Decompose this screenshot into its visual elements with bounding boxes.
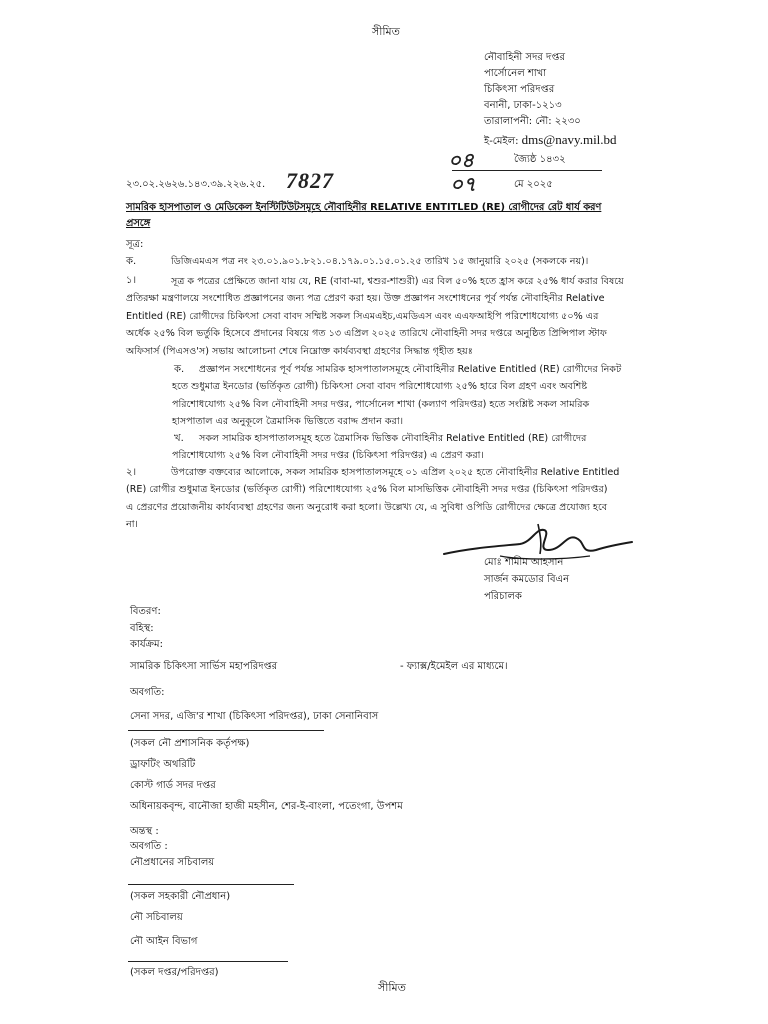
divider-line <box>128 961 288 962</box>
final-item: নৌ আইন বিভাগ <box>130 936 198 947</box>
address-line: চিকিৎসা পরিদপ্তর <box>484 84 555 95</box>
internal-footer-2: (সকল দপ্তর/পরিদপ্তর) <box>130 967 219 978</box>
handwritten-day-1: ০৪ <box>448 150 474 172</box>
classification-bottom: সীমিত <box>378 981 406 994</box>
action-recipient: সামরিক চিকিৎসা সার্ভিস মহাপরিদপ্তর <box>130 661 278 672</box>
paragraph-line: সূত্র ক পত্রের প্রেক্ষিতে জানা যায় যে, RE (বাবা-মা, শ্বশুর-শাশুরী) এর বিল ৫০% হতে হ্রাস করে ২৫% ধার্য করার বিষয়ে <box>171 276 624 287</box>
internal-item: নৌপ্রধানের সচিবালয় <box>130 857 215 868</box>
distribution-label: বিতরণ: <box>130 606 161 617</box>
signatory-title: পরিচালক <box>484 591 522 602</box>
item-b-label: খ. <box>174 433 184 444</box>
info-footer: (সকল নৌ প্রশাসনিক কর্তৃপক্ষ) <box>130 738 250 749</box>
paragraph-line: পরিশোধযোগ্য ২৫% বিল নৌবাহিনী সদর দপ্তর, পার্সোনেল শাখা (কল্যাণ পরিদপ্তর) হতে সংশ্লিষ্ট সকল সামরিক <box>172 398 590 410</box>
paragraph-line: না। <box>126 519 138 531</box>
paragraph-line: অর্ধেক ২৫% বিল ভর্তুকি হিসেবে প্রদানের বিষয়ে গত ১৩ এপ্রিল ২০২৫ তারিখে নৌবাহিনী সদর দপ্তরে অনুষ্ঠিত প্রিন্সিপাল স্টাফ <box>126 328 607 340</box>
divider-line <box>128 884 294 885</box>
address-line: বনানী, ঢাকা-১২১৩ <box>484 100 562 111</box>
paragraph-line: পরিশোধযোগ্য ২৫% বিল নৌবাহিনী সদর দপ্তর (চিকিৎসা পরিদপ্তর) এ প্রেরণ করা। <box>172 450 484 462</box>
item-a <box>172 361 655 431</box>
reference-label: সূত্র: <box>126 239 144 250</box>
paragraph-line: প্রজ্ঞাপন সংশোধনের পূর্ব পর্যন্ত সামরিক হাসপাতালসমূহে নৌবাহিনীর Relative Entitled (RE) রোগীদের নিকট <box>199 364 622 375</box>
info-label: অবগতি: <box>130 687 165 698</box>
date-divider <box>452 170 602 171</box>
subject-line-1: সামরিক হাসপাতাল ও মেডিকেল ইনস্টিটিউটসমূহে নৌবাহিনীর RELATIVE ENTITLED (RE) রোগীদের রেট ধার্য করণ <box>126 202 602 213</box>
reference-item-text: ডিজিএমএস পত্র নং ২৩.০১.৯০১.৮২১.০৪.১৭৯.০১.১৫.০১.২৫ তারিখ ১৫ জানুয়ারি ২০২৫ (সকলকে নয়)। <box>171 256 589 267</box>
paragraph-line: অফিসার্স (পিএসও'স) সভায় আলোচনা শেষে নিম্নোক্ত কার্যব্যবস্থা গ্রহণের সিদ্ধান্ত গৃহীত হয়ঃ <box>126 345 473 357</box>
paragraph-1 <box>126 273 656 360</box>
email-label: ই-মেইল: <box>484 136 519 147</box>
signatory-rank: সার্জন কমডোর বিএন <box>484 574 570 585</box>
final-item: নৌ সচিবালয় <box>130 912 183 923</box>
item-b <box>172 430 655 465</box>
paragraph-line: হতে শুধুমাত্র ইনডোর (ভর্তিকৃত রোগী) চিকিৎসা সেবা বাবদ পরিশোধযোগ্য ২৫% হারে বিল গ্রহণ এবং অবশিষ্ট <box>172 381 588 393</box>
admin-item: কোস্ট গার্ড সদর দপ্তর <box>130 780 216 791</box>
handwritten-day-2: ০৭ <box>450 174 477 196</box>
address-line: পার্সোনেল শাখা <box>484 68 547 79</box>
admin-item: ড্রাফটিং অথরিটি <box>130 759 196 770</box>
paragraph-line: প্রতিরক্ষা মন্ত্রণালয়ে সংশোধিত প্রজ্ঞাপনের জন্য পত্র প্রেরণ করা হয়। উক্ত প্রজ্ঞাপন সংশোধনের পূর্ব পর্যন্ত নৌবাহিনীর Relative <box>126 293 605 305</box>
subject-line-2: প্রসঙ্গে <box>126 218 151 229</box>
divider-line <box>128 730 324 731</box>
reference-number: ২৩.০২.২৬২৬.১৪৩.৩৯.২২৬.২৫. <box>126 179 266 190</box>
paragraph-line: Entitled (RE) রোগীদের চিকিৎসা সেবা বাবদ সম্মিষ্ট সকল সিএমএইচ,এমডিএস এবং এএফআইপি পরিশোধযোগ্য ৫০% এর <box>126 310 599 322</box>
paragraph-2-number: ২। <box>126 467 137 478</box>
paragraph-line: সকল সামরিক হাসপাতালসমূহ হতে ত্রৈমাসিক ভিত্তিক নৌবাহিনীর Relative Entitled (RE) রোগীদের <box>199 433 587 444</box>
paragraph-1-number: ১। <box>126 275 137 286</box>
address-line: তারালাপনী: নৌ: ২২৩০ <box>484 116 581 127</box>
bangla-date: জ্যৈষ্ঠ ১৪৩২ <box>514 154 566 165</box>
handwritten-number: 7827 <box>286 168 334 193</box>
paragraph-line: উপরোক্ত বক্তব্যের আলোকে, সকল সামরিক হাসপাতালসমূহে ০১ এপ্রিল ২০২৫ হতে নৌবাহিনীর Relative Entitled <box>171 467 620 478</box>
paragraph-line: হাসপাতাল এর অনুকূলে ত্রৈমাসিক ভিত্তিতে বরাদ্দ প্রদান করা। <box>172 416 404 428</box>
internal-footer-1: (সকল সহকারী নৌপ্রধান) <box>130 891 231 902</box>
internal-info-label: অবগতি : <box>130 841 168 852</box>
action-label: কার্যক্রম: <box>130 639 163 650</box>
address-line: নৌবাহিনী সদর দপ্তর <box>484 52 565 63</box>
email-address: dms@navy.mil.bd <box>521 132 617 147</box>
item-a-label: ক. <box>174 364 185 375</box>
external-label: বহিস্থ: <box>130 623 154 634</box>
email-line <box>484 130 617 152</box>
signatory-name: মোঃ শামীম আহসান <box>484 557 564 568</box>
paragraph-line: (RE) রোগীর শুধুমাত্র ইনডোর (ভর্তিকৃত রোগী) পরিশোধযোগ্য ২৫% বিল মাসভিত্তিক নৌবাহিনী সদর দপ্তর (চিকিৎসা পরিদপ্তর) <box>126 484 608 496</box>
action-via: - ফ্যাক্স/ইমেইল এর মাধ্যমে। <box>400 661 508 672</box>
sender-address <box>484 50 617 152</box>
english-date: মে ২০২৫ <box>514 179 553 190</box>
internal-label: অন্তস্থ : <box>130 826 159 837</box>
reference-item-label: ক. <box>126 256 137 267</box>
admin-item: অধিনায়কবৃন্দ, বানৌজা হাজী মহসীন, শের-ই-বাংলা, পতেংগা, উপশম <box>130 801 403 812</box>
classification-top: সীমিত <box>372 25 400 38</box>
info-item: সেনা সদর, এজি'র শাখা (চিকিৎসা পরিদপ্তর), ঢাকা সেনানিবাস <box>130 711 379 722</box>
paragraph-line: এ প্রেরণের প্রয়োজনীয় কার্যব্যবস্থা গ্রহণের জন্য অনুরোধ করা হলো। উল্লেখ্য যে, এ সুবিধা ওপিডি রোগীদের ক্ষেত্রে প্রযোজ্য হবে <box>126 501 608 513</box>
